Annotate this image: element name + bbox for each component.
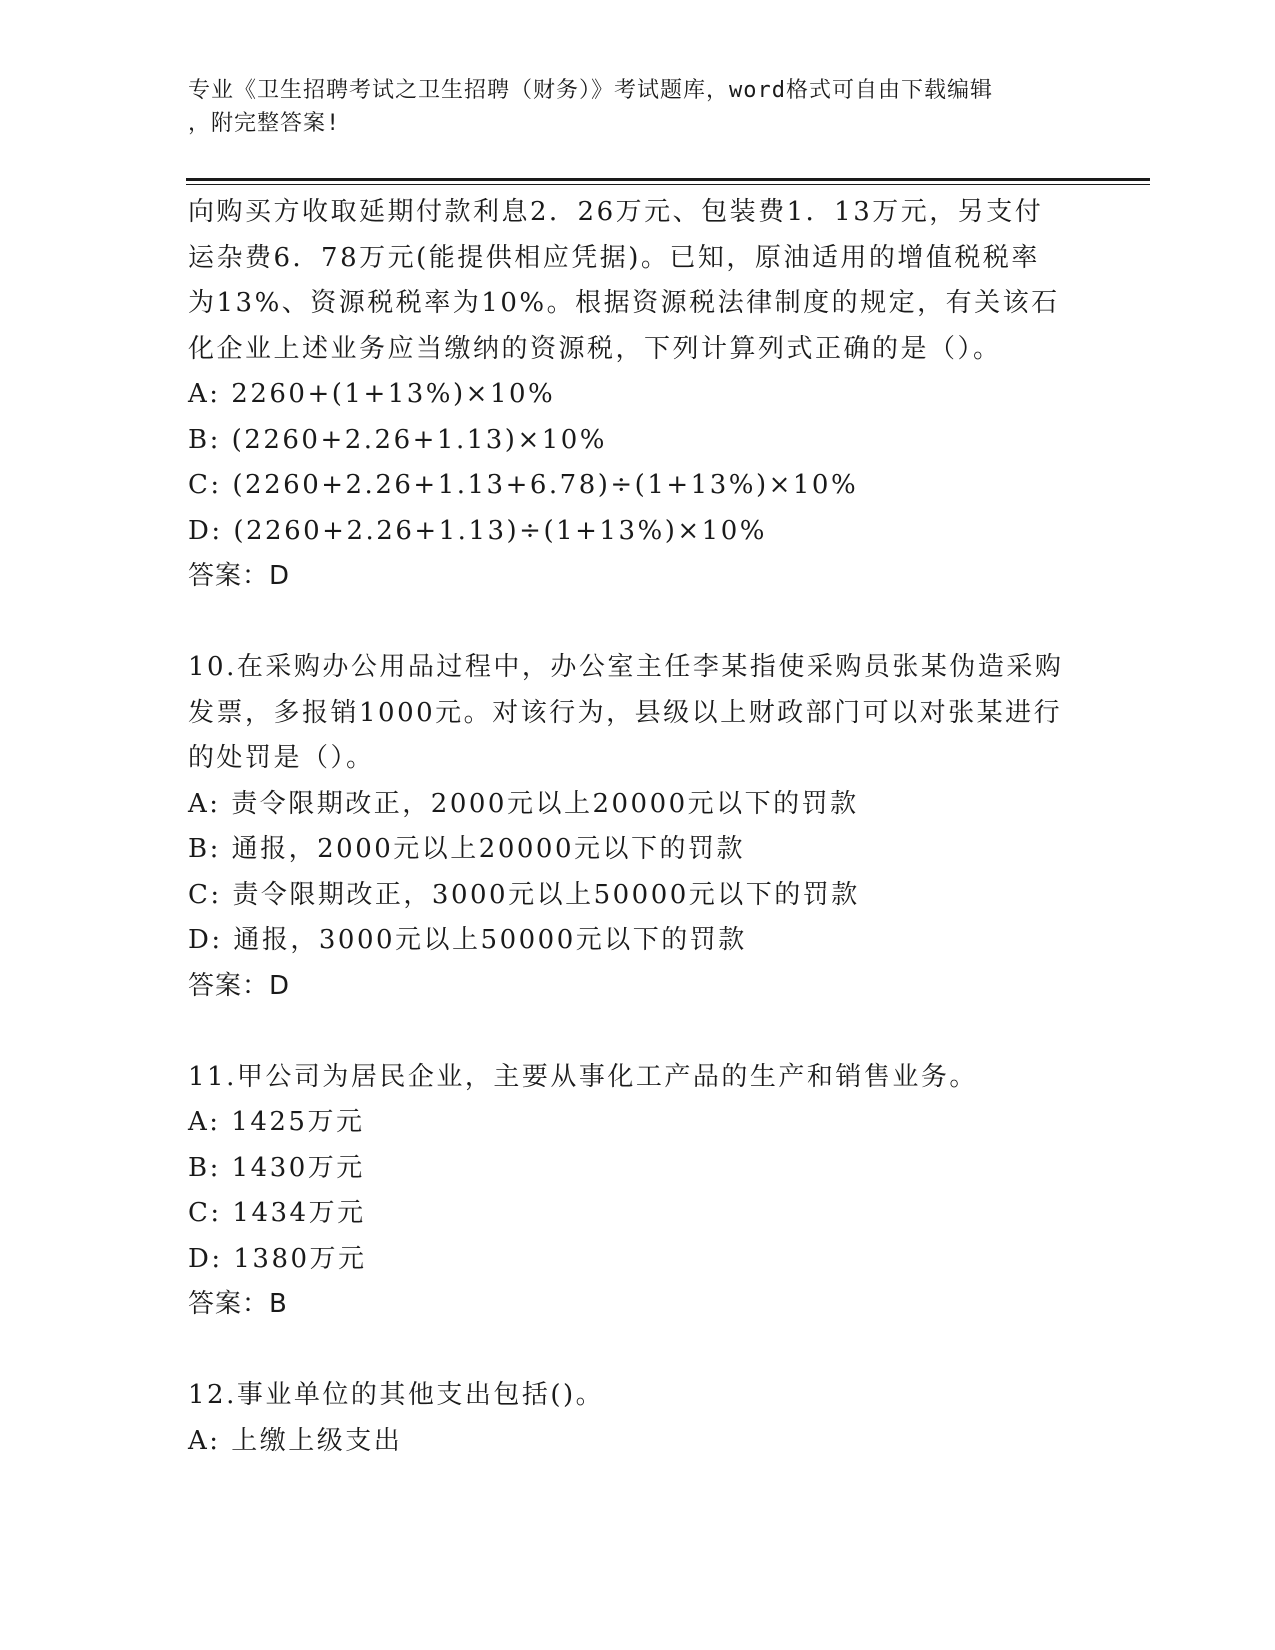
header-rule-thick xyxy=(186,178,1150,181)
option-b: B: 1430万元 xyxy=(188,1152,365,1183)
question-text-line: 运杂费6．78万元(能提供相应凭据)。已知，原油适用的增值税税率 xyxy=(188,242,1040,273)
option-a: A: 1425万元 xyxy=(188,1107,365,1137)
option-a: A: 责令限期改正，2000元以上20000元以下的罚款 xyxy=(188,788,859,819)
document-header xyxy=(188,74,1068,140)
question-11 xyxy=(188,1055,1088,1328)
option-d: D: (2260+2.26+1.13)÷(1+13%)×10% xyxy=(188,515,767,546)
question-12 xyxy=(188,1373,1088,1464)
question-text-line: 的处罚是（）。 xyxy=(188,743,375,773)
option-d: D: 通报，3000元以上50000元以下的罚款 xyxy=(188,925,747,955)
answer: 答案：D xyxy=(188,970,291,1001)
header-rule-thin xyxy=(186,184,1150,185)
answer: 答案：B xyxy=(188,1289,288,1319)
header-line-2: ，附完整答案! xyxy=(188,111,341,136)
option-c: C: 1434万元 xyxy=(188,1198,366,1228)
question-text-line: 12.事业单位的其他支出包括()。 xyxy=(188,1380,605,1410)
question-10 xyxy=(188,645,1088,1009)
option-c: C: 责令限期改正，3000元以上50000元以下的罚款 xyxy=(188,879,860,910)
question-text-line: 11.甲公司为居民企业，主要从事化工产品的生产和销售业务。 xyxy=(188,1061,978,1092)
header-line-1: 专业《卫生招聘考试之卫生招聘（财务）》考试题库，word格式可自由下载编辑 xyxy=(188,78,993,103)
question-text-line: 化企业上述业务应当缴纳的资源税，下列计算列式正确的是（）。 xyxy=(188,333,1002,364)
question-9 xyxy=(188,190,1088,600)
option-a: A: 上缴上级支出 xyxy=(188,1425,403,1456)
spacer xyxy=(188,1328,1088,1374)
spacer xyxy=(188,1009,1088,1055)
question-text-line: 发票，多报销1000元。对该行为，县级以上财政部门可以对张某进行 xyxy=(188,697,1063,728)
option-d: D: 1380万元 xyxy=(188,1243,367,1274)
spacer xyxy=(188,600,1088,646)
option-b: B: 通报，2000元以上20000元以下的罚款 xyxy=(188,834,746,864)
option-a: A: 2260+(1+13%)×10% xyxy=(188,379,556,409)
option-b: B: (2260+2.26+1.13)×10% xyxy=(188,424,608,455)
question-text-line: 10.在采购办公用品过程中，办公室主任李某指使采购员张某伪造采购 xyxy=(188,652,1064,682)
answer: 答案：D xyxy=(188,561,291,591)
question-list xyxy=(188,190,1088,1464)
question-text-line: 向购买方收取延期付款利息2．26万元、包装费1．13万元，另支付 xyxy=(188,197,1044,227)
question-text-line: 为13%、资源税税率为10%。根据资源税法律制度的规定，有关该石 xyxy=(188,288,1060,318)
option-c: C: (2260+2.26+1.13+6.78)÷(1+13%)×10% xyxy=(188,470,859,500)
